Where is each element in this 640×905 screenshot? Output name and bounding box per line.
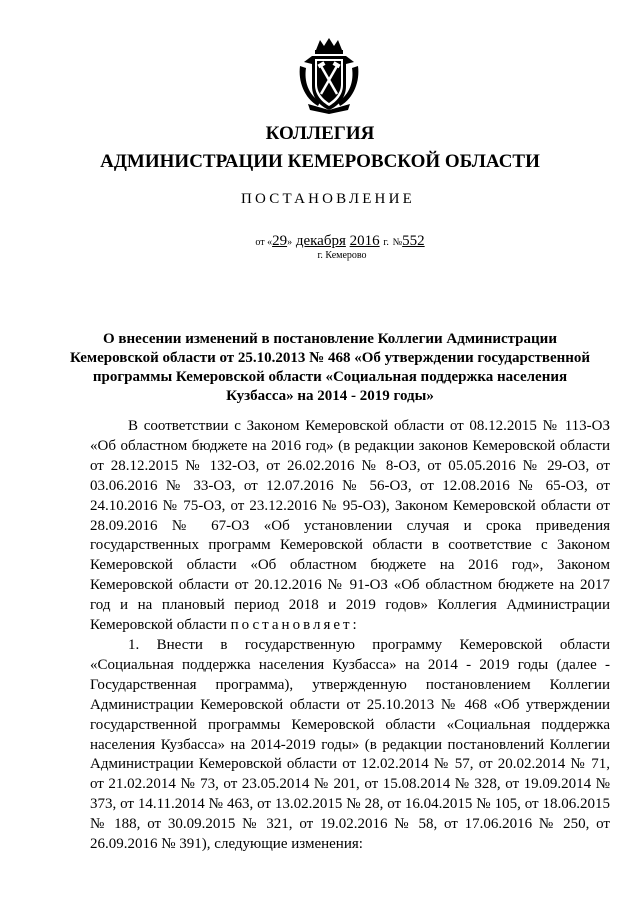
number-sign: №	[392, 237, 403, 248]
date-month: декабря	[295, 233, 346, 249]
body-paragraph-2: 1. Внести в государственную программу Кемеровской области «Социальная поддержка населения Кузбасса» на 2014 - 2019 годы (далее - Государственная программа), утвержденную постановлением Коллегии Администрации Кемеровской области от 25.10.2013 № 468 «Об утверждении государственной программы Кемеровской области «Социальная поддержка населения Кузбасса» на 2014-2019 годы» (в редакции постановлений Коллегии Администрации Кемеровской области от 12.02.2014 № 57, от 20.02.2014 № 71, от 21.02.2014 № 73, от 23.05.2014 № 201, от 15.08.2014 № 328, от 19.09.2014 № 373, от 14.11.2014 № 463, от 13.02.2015 № 28, от 16.04.2015 № 105, от 18.06.2015 № 188, от 30.09.2015 № 321, от 19.02.2016 № 58, от 17.06.2016 № 250, от 26.09.2016 № 391), следующие изменения:	[90, 636, 610, 853]
authority-name-line2: АДМИНИСТРАЦИИ КЕМЕРОВСКОЙ ОБЛАСТИ	[100, 151, 540, 172]
date-year-suffix: г.	[383, 237, 389, 248]
body-paragraph-1	[90, 417, 610, 636]
date-from: от «	[255, 237, 273, 248]
date-day: 29	[272, 233, 288, 249]
document-body	[90, 417, 610, 855]
document-city: г. Кемерово	[317, 250, 367, 261]
document-number: 552	[402, 233, 425, 249]
document-date-number	[20, 233, 640, 250]
date-year: 2016	[349, 233, 380, 249]
coat-of-arms-icon	[290, 36, 368, 114]
paragraph-1-resolves: постановляет:	[230, 617, 360, 634]
date-close-quote: »	[287, 237, 293, 248]
document-type: ПОСТАНОВЛЕНИЕ	[241, 191, 415, 207]
document-title: О внесении изменений в постановление Коллегии Администрации Кемеровской области от 25.10.2013 № 468 «Об утверждении государственной программы Кемеровской области «Социальная поддержка населения Кузбасса» на 2014 - 2019 годы»	[69, 331, 591, 404]
authority-name-line1: КОЛЛЕГИЯ	[265, 123, 375, 144]
paragraph-1-text: В соответствии с Законом Кемеровской области от 08.12.2015 № 113-ОЗ «Об областном бюджете на 2016 год» (в редакции законов Кемеровской области от 28.12.2015 № 132-ОЗ, от 26.02.2016 № 8-ОЗ, от 05.05.2016 № 29-ОЗ, от 03.06.2016 № 33-ОЗ, от 12.07.2016 № 56-ОЗ, от 12.08.2016 № 65-ОЗ, от 24.10.2016 № 75-ОЗ, от 23.12.2016 № 95-ОЗ), Законом Кемеровской области от 28.09.2016 № 67-ОЗ «Об установлении случая и срока приведения государственных программ Кемеровской области в соответствие с Законом Кемеровской области «Об областном бюджете на 2016 год», Законом Кемеровской области от 20.12.2016 № 91-ОЗ «Об областном бюджете на 2017 год и на плановый период 2018 и 2019 годов» Коллегия Администрации Кемеровской области	[90, 418, 610, 634]
